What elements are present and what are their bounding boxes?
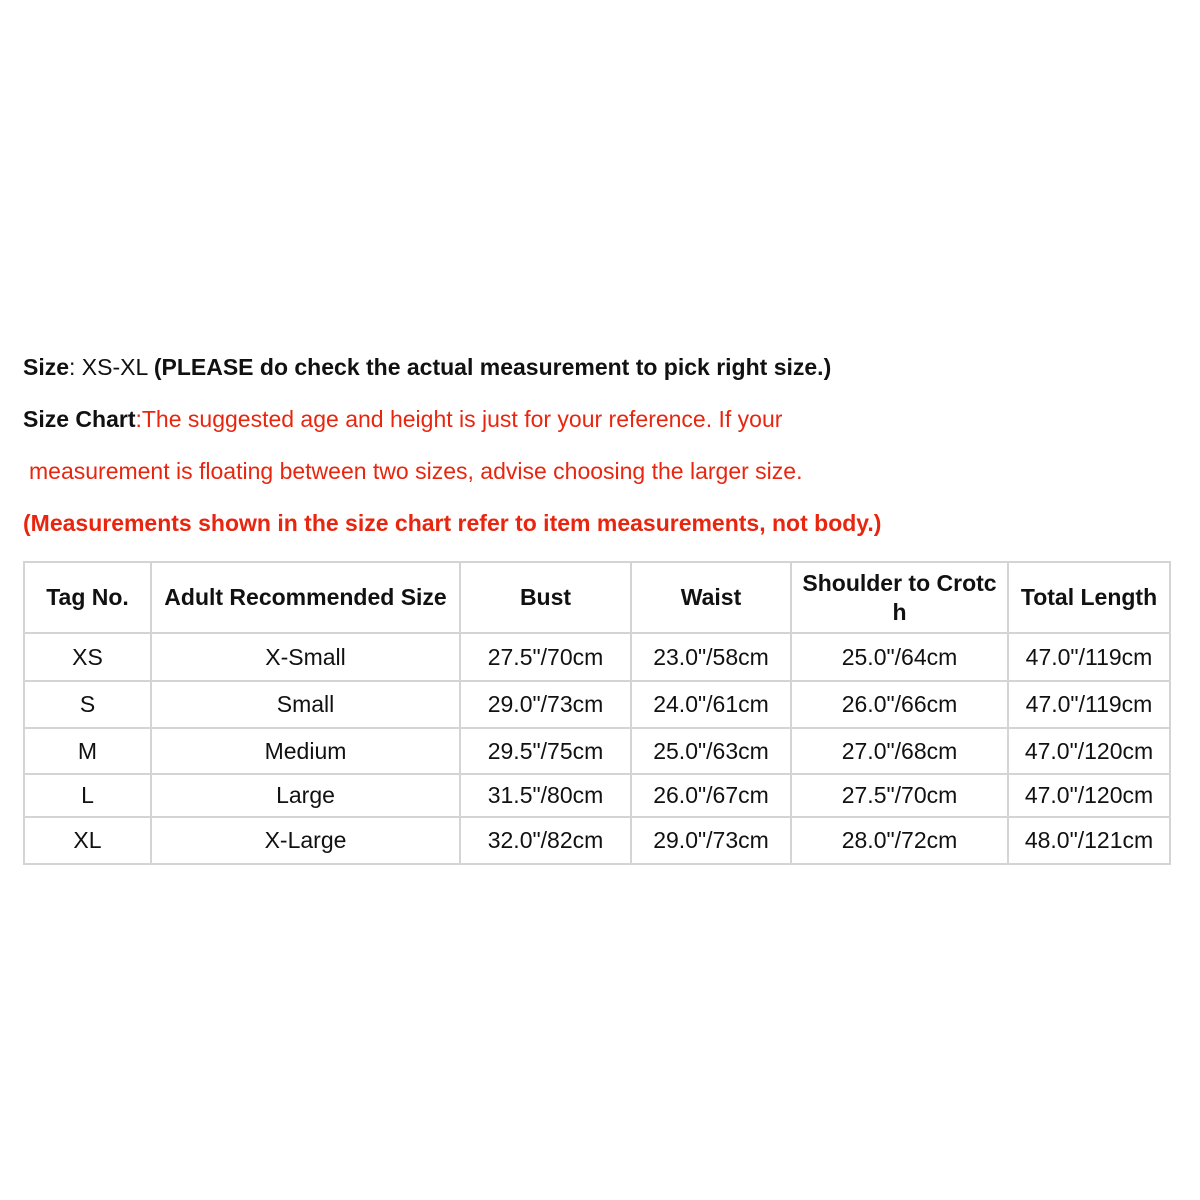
waist-cell: 29.0"/73cm	[631, 817, 791, 864]
waist-cell: 25.0"/63cm	[631, 728, 791, 774]
total-length-cell: 47.0"/119cm	[1008, 633, 1170, 681]
size-name-cell: Large	[151, 774, 460, 817]
size-name-cell: X-Large	[151, 817, 460, 864]
tag-cell: XL	[24, 817, 151, 864]
tag-cell: M	[24, 728, 151, 774]
header-total-length: Total Length	[1008, 562, 1170, 633]
size-chart-label: Size Chart	[23, 406, 136, 432]
table-row	[24, 681, 1170, 728]
shoulder-to-crotch-cell: 27.0"/68cm	[791, 728, 1008, 774]
measurement-disclaimer: (Measurements shown in the size chart refer to item measurements, not body.)	[23, 510, 882, 536]
table-row	[24, 728, 1170, 774]
table-row	[24, 633, 1170, 681]
waist-cell: 23.0"/58cm	[631, 633, 791, 681]
size-chart-note-2: measurement is floating between two sizes, advise choosing the larger size.	[29, 458, 803, 484]
table-header-row	[24, 562, 1170, 633]
tag-cell: L	[24, 774, 151, 817]
header-waist: Waist	[631, 562, 791, 633]
size-name-cell: Medium	[151, 728, 460, 774]
tag-cell: S	[24, 681, 151, 728]
table-row	[24, 817, 1170, 864]
bust-cell: 27.5"/70cm	[460, 633, 631, 681]
bust-cell: 32.0"/82cm	[460, 817, 631, 864]
size-chart-line	[23, 405, 782, 433]
tag-cell: XS	[24, 633, 151, 681]
shoulder-to-crotch-cell: 26.0"/66cm	[791, 681, 1008, 728]
size-chart-note-1: :The suggested age and height is just for your reference. If your	[135, 406, 783, 432]
header-bust: Bust	[460, 562, 631, 633]
total-length-cell: 48.0"/121cm	[1008, 817, 1170, 864]
header-tag-no: Tag No.	[24, 562, 151, 633]
size-value: : XS-XL	[69, 354, 154, 380]
shoulder-to-crotch-cell: 28.0"/72cm	[791, 817, 1008, 864]
size-label: Size	[23, 354, 70, 380]
shoulder-to-crotch-cell: 25.0"/64cm	[791, 633, 1008, 681]
size-note: (PLEASE do check the actual measurement to pick right size.)	[153, 354, 832, 380]
size-name-cell: X-Small	[151, 633, 460, 681]
shoulder-to-crotch-cell: 27.5"/70cm	[791, 774, 1008, 817]
header-shoulder-to-crotch: Shoulder to Crotch	[791, 562, 1008, 633]
size-range-line	[23, 353, 831, 381]
bust-cell: 29.5"/75cm	[460, 728, 631, 774]
waist-cell: 26.0"/67cm	[631, 774, 791, 817]
bust-cell: 29.0"/73cm	[460, 681, 631, 728]
header-adult-recommended-size: Adult Recommended Size	[151, 562, 460, 633]
total-length-cell: 47.0"/120cm	[1008, 774, 1170, 817]
waist-cell: 24.0"/61cm	[631, 681, 791, 728]
table-row	[24, 774, 1170, 817]
total-length-cell: 47.0"/120cm	[1008, 728, 1170, 774]
size-chart-table	[23, 561, 1171, 865]
bust-cell: 31.5"/80cm	[460, 774, 631, 817]
total-length-cell: 47.0"/119cm	[1008, 681, 1170, 728]
size-name-cell: Small	[151, 681, 460, 728]
